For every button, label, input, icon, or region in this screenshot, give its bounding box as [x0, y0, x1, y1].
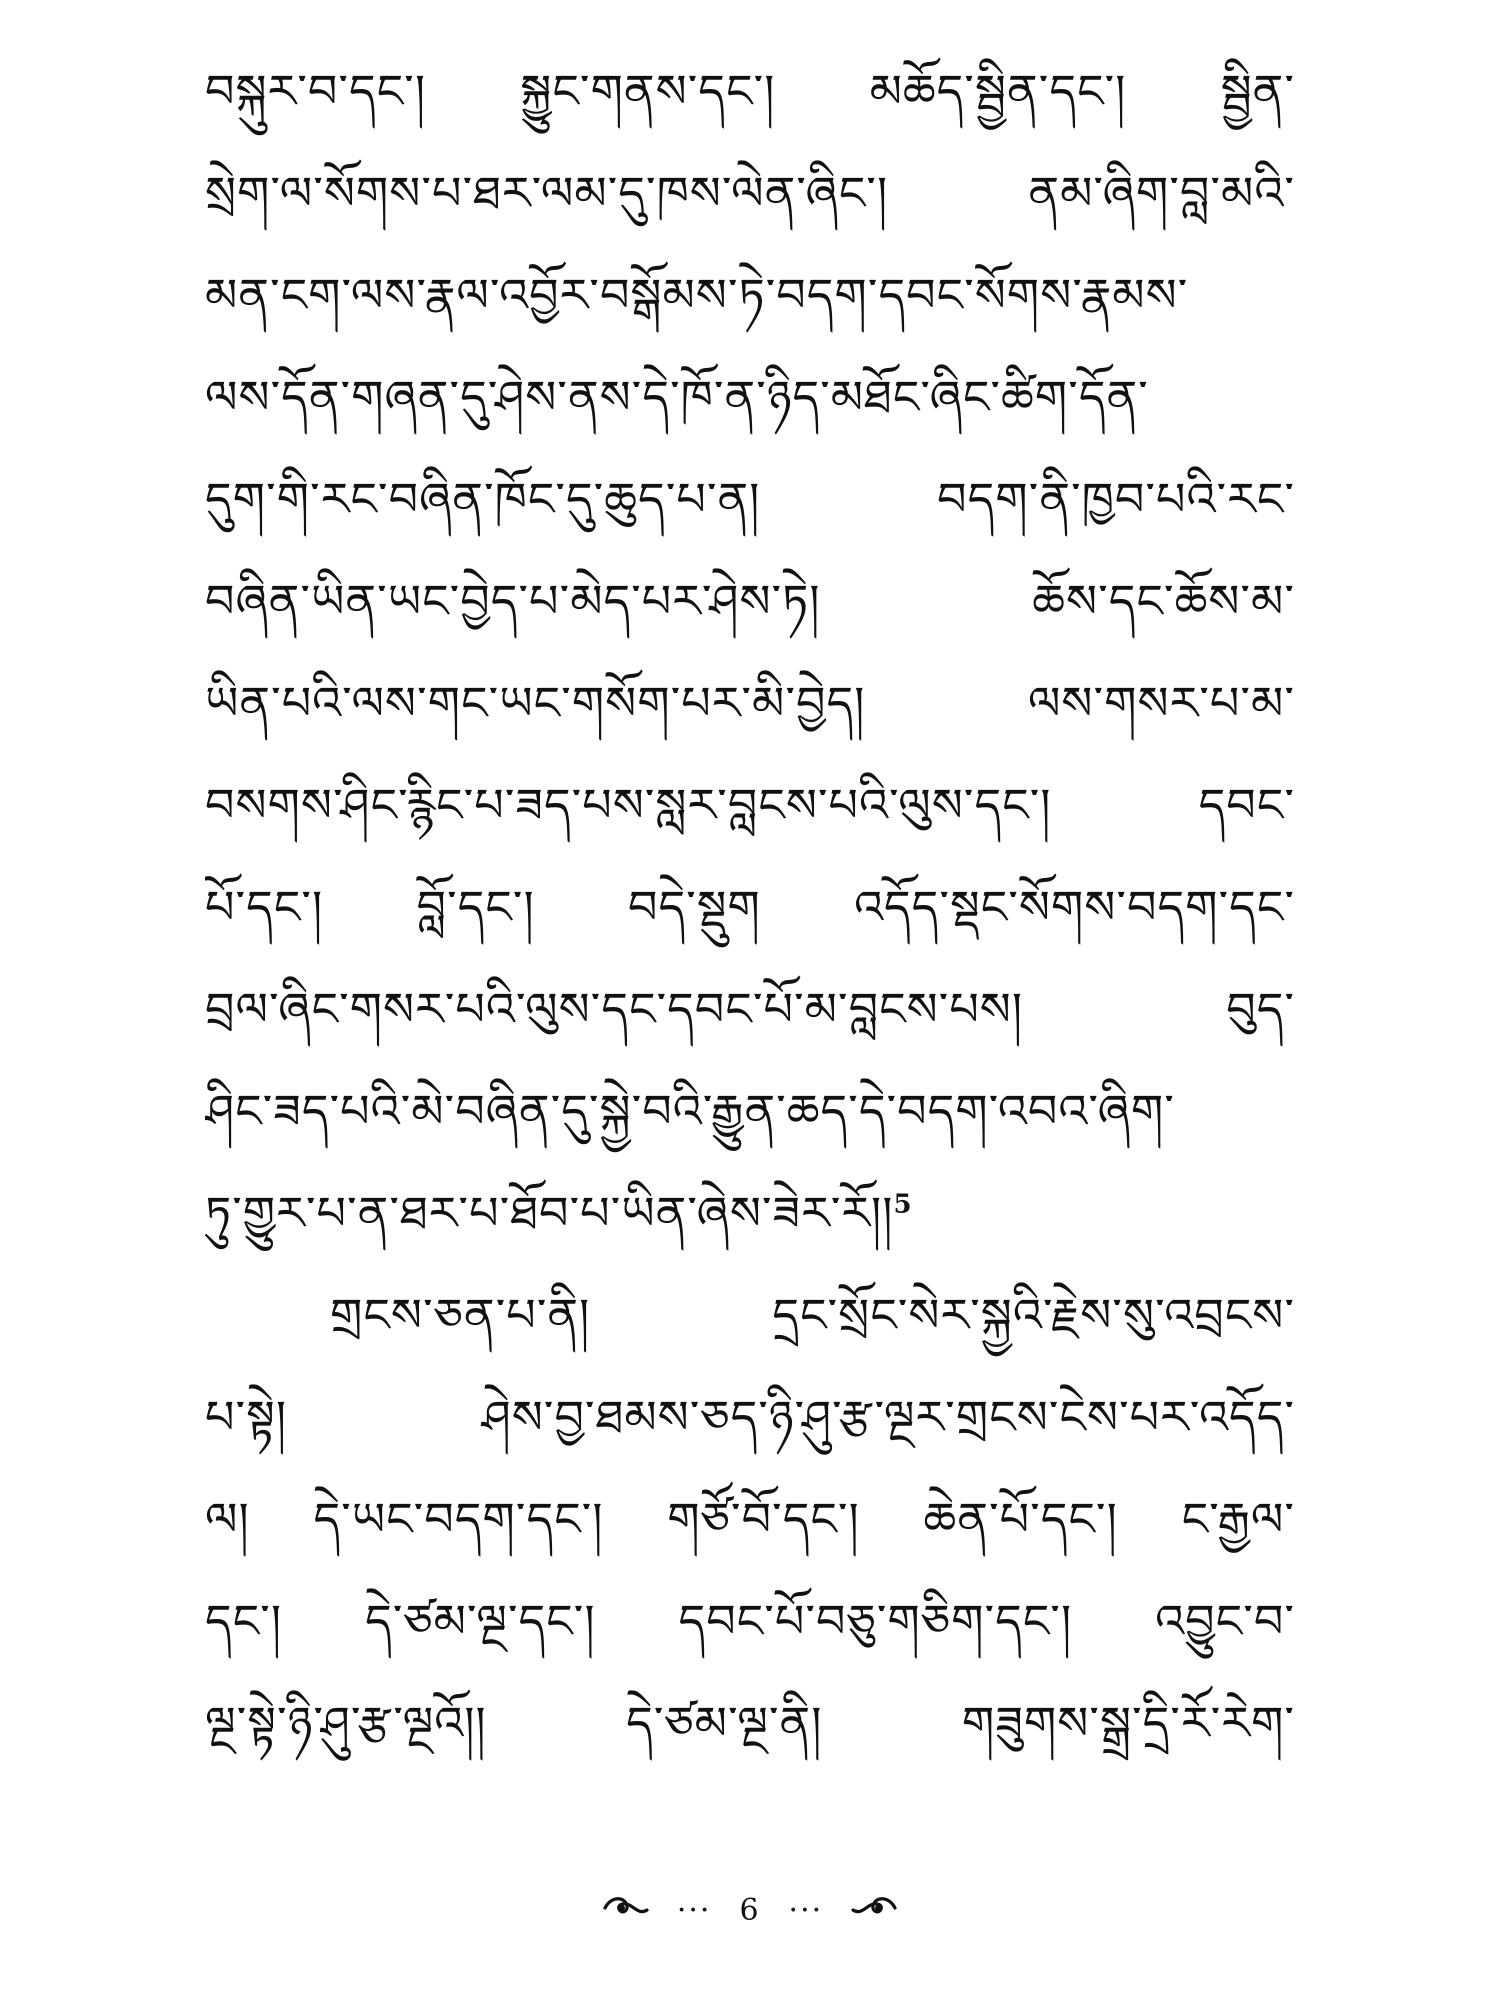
- text-line: པ་སྟེ། ཤེས་བྱ་ཐམས་ཅད་ཉི་ཤུ་རྩ་ལྔར་གྲངས་ངེས་པར་འདོད་: [205, 1390, 1295, 1444]
- text-line: ཏུ་གྱུར་པ་ན་ཐར་པ་ཐོབ་པ་ཡིན་ཞེས་ཟེར་རོ།།: [205, 1186, 894, 1240]
- text-line: བྲལ་ཞིང་གསར་པའི་ལུས་དང་དབང་པོ་མ་བླངས་པས། བུད་: [205, 982, 1295, 1036]
- page-number: 6: [739, 1892, 761, 1928]
- text-line: བསྐུར་བ་དང་། སྐྱུང་གནས་དང་། མཆོད་སྦྱིན་དང་། སྦྱིན་: [205, 64, 1295, 118]
- text-line: ལ། དེ་ཡང་བདག་དང་། གཙོ་བོ་དང་། ཆེན་པོ་དང་། ང་རྒྱལ་: [205, 1492, 1295, 1546]
- page-number-left-dots: ···: [676, 1892, 712, 1928]
- body-text: [205, 40, 1295, 1774]
- paragraph-start-line: གྲངས་ཅན་པ་ནི། དྲང་སྲོང་སེར་སྐྱའི་རྗེས་སུ་འབྲངས་: [330, 1288, 1295, 1342]
- ornament-left-icon: [601, 1892, 649, 1928]
- text-line: པོ་དང་། བློ་དང་། བདེ་སྡུག འདོད་སྡང་སོགས་བདག་དང་: [205, 880, 1295, 934]
- page-number-right-dots: ···: [788, 1892, 824, 1928]
- ornament-right-icon: [851, 1892, 899, 1928]
- paragraph-end-line: [205, 1162, 1295, 1264]
- footnote-marker: 5: [893, 1189, 913, 1220]
- text-line: དང་། དེ་ཙམ་ལྔ་དང་། དབང་པོ་བཅུ་གཅིག་དང་། འབྱུང་བ་: [205, 1594, 1295, 1648]
- text-line: སྲེག་ལ་སོགས་པ་ཐར་ལམ་དུ་ཁས་ལེན་ཞིང་། ནམ་ཞིག་བླ་མའི་: [205, 166, 1295, 220]
- text-line: ཡིན་པའི་ལས་གང་ཡང་གསོག་པར་མི་བྱེད། ལས་གསར་པ་མ་: [205, 676, 1295, 730]
- text-line: ལྔ་སྟེ་ཉི་ཤུ་རྩ་ལྔའོ།། དེ་ཙམ་ལྔ་ནི། གཟུགས་སྒྲ་དྲི་རོ་རེག་: [205, 1696, 1295, 1750]
- text-line: བཞིན་ཡིན་ཡང་བྱེད་པ་མེད་པར་ཤེས་ཏེ། ཆོས་དང་ཆོས་མ་: [205, 574, 1295, 628]
- text-line: ཤིང་ཟད་པའི་མེ་བཞིན་དུ་སྐྱེ་བའི་རྒྱུན་ཆད་དེ་བདག་འབའ་ཞིག་: [205, 1084, 1175, 1138]
- page-footer: [0, 1880, 1500, 1940]
- text-line: བསགས་ཤིང་རྙིང་པ་ཟད་པས་སླར་བླངས་པའི་ལུས་དང་། དབང་: [205, 778, 1295, 832]
- text-line: མན་ངག་ལས་རྣལ་འབྱོར་བསྒོམས་ཏེ་བདག་དབང་སོགས་རྣམས་: [205, 268, 1189, 322]
- text-line: དུག་གི་རང་བཞིན་ཁོང་དུ་ཆུད་པ་ན། བདག་ནི་ཁྱབ་པའི་རང་: [205, 472, 1295, 526]
- text-line: ལས་དོན་གཞན་དུ་ཤེས་ནས་དེ་ཁོ་ན་ཉིད་མཐོང་ཞིང་ཚིག་དོན་: [205, 370, 1149, 424]
